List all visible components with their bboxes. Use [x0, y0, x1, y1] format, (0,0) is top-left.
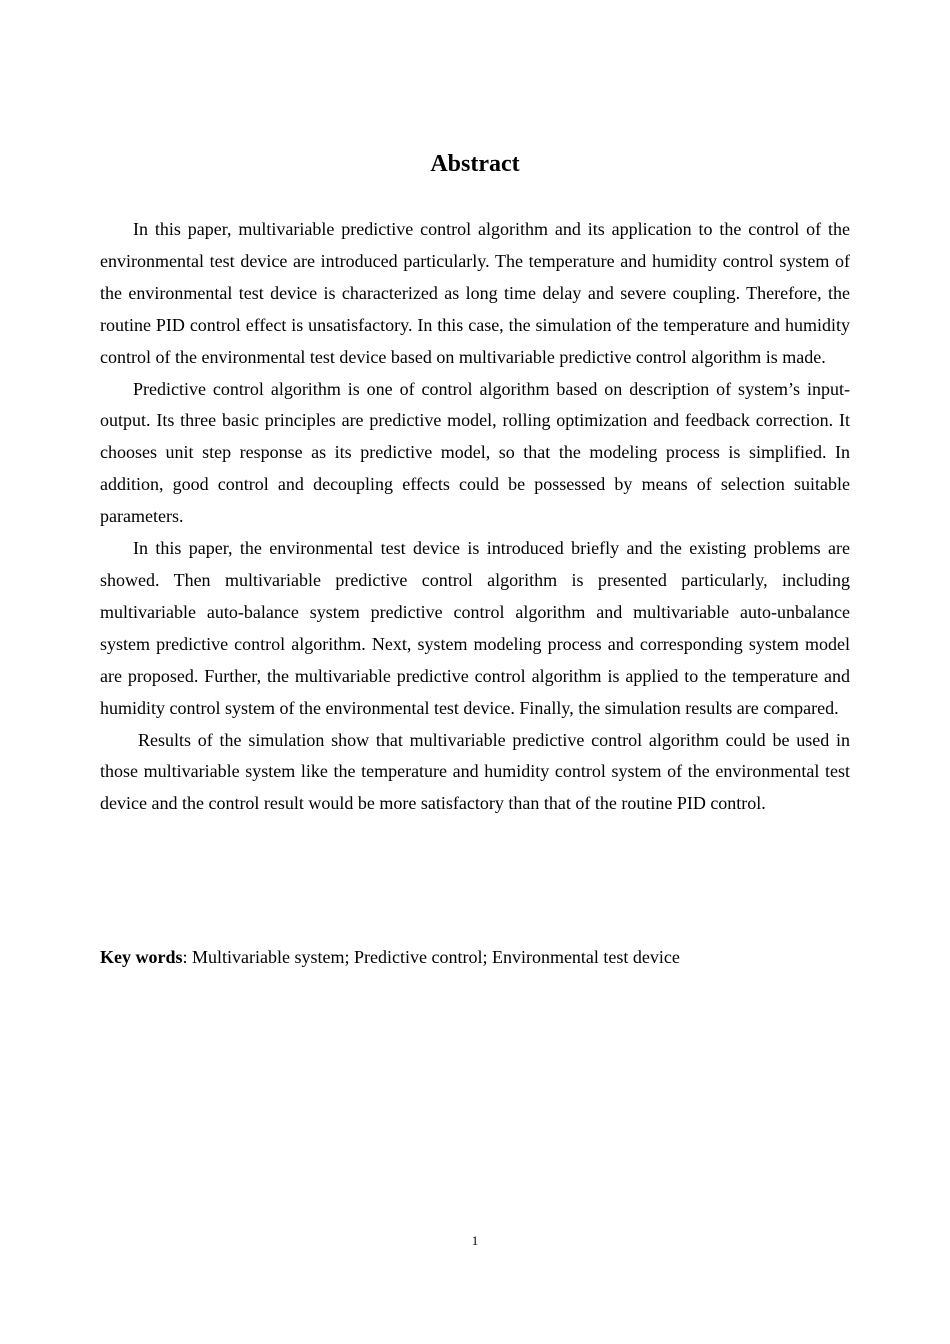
- abstract-paragraph-2: Predictive control algorithm is one of control algorithm based on description of system’s input-output. Its three basic principles are predictive model, rolling optimization and feedback correction. It chooses unit step response as its predictive model, so that the modeling process is simplified. In addition, good control and decoupling effects could be possessed by means of selection suitable parameters.: [100, 378, 850, 527]
- keywords-line: [100, 941, 850, 973]
- abstract-paragraph-3: In this paper, the environmental test device is introduced briefly and the existing problems are showed. Then multivariable predictive control algorithm is presented particularly, including multivariable auto-balance system predictive control algorithm and multivariable auto-unbalance system predictive control algorithm. Next, system modeling process and corresponding system model are proposed. Further, the multivariable predictive control algorithm is applied to the temperature and humidity control system of the environmental test device. Finally, the simulation results are compared.: [100, 538, 850, 718]
- abstract-paragraph-4: Results of the simulation show that multivariable predictive control algorithm could be used in those multivariable system like the temperature and humidity control system of the environmental test device and the control result would be more satisfactory than that of the routine PID control.: [100, 729, 850, 814]
- page-number: 1: [471, 1233, 479, 1248]
- keywords-text: Multivariable system; Predictive control; Environmental test device: [192, 947, 680, 967]
- keywords-label: Key words: [100, 947, 183, 967]
- abstract-title: Abstract: [430, 151, 520, 177]
- abstract-body: [100, 214, 850, 820]
- abstract-paragraph-1: In this paper, multivariable predictive control algorithm and its application to the control of the environmental test device are introduced particularly. The temperature and humidity control system of the environmental test device is characterized as long time delay and severe coupling. Therefore, the routine PID control effect is unsatisfactory. In this case, the simulation of the temperature and humidity control of the environmental test device based on multivariable predictive control algorithm is made.: [100, 219, 850, 367]
- keywords-separator: :: [182, 947, 193, 967]
